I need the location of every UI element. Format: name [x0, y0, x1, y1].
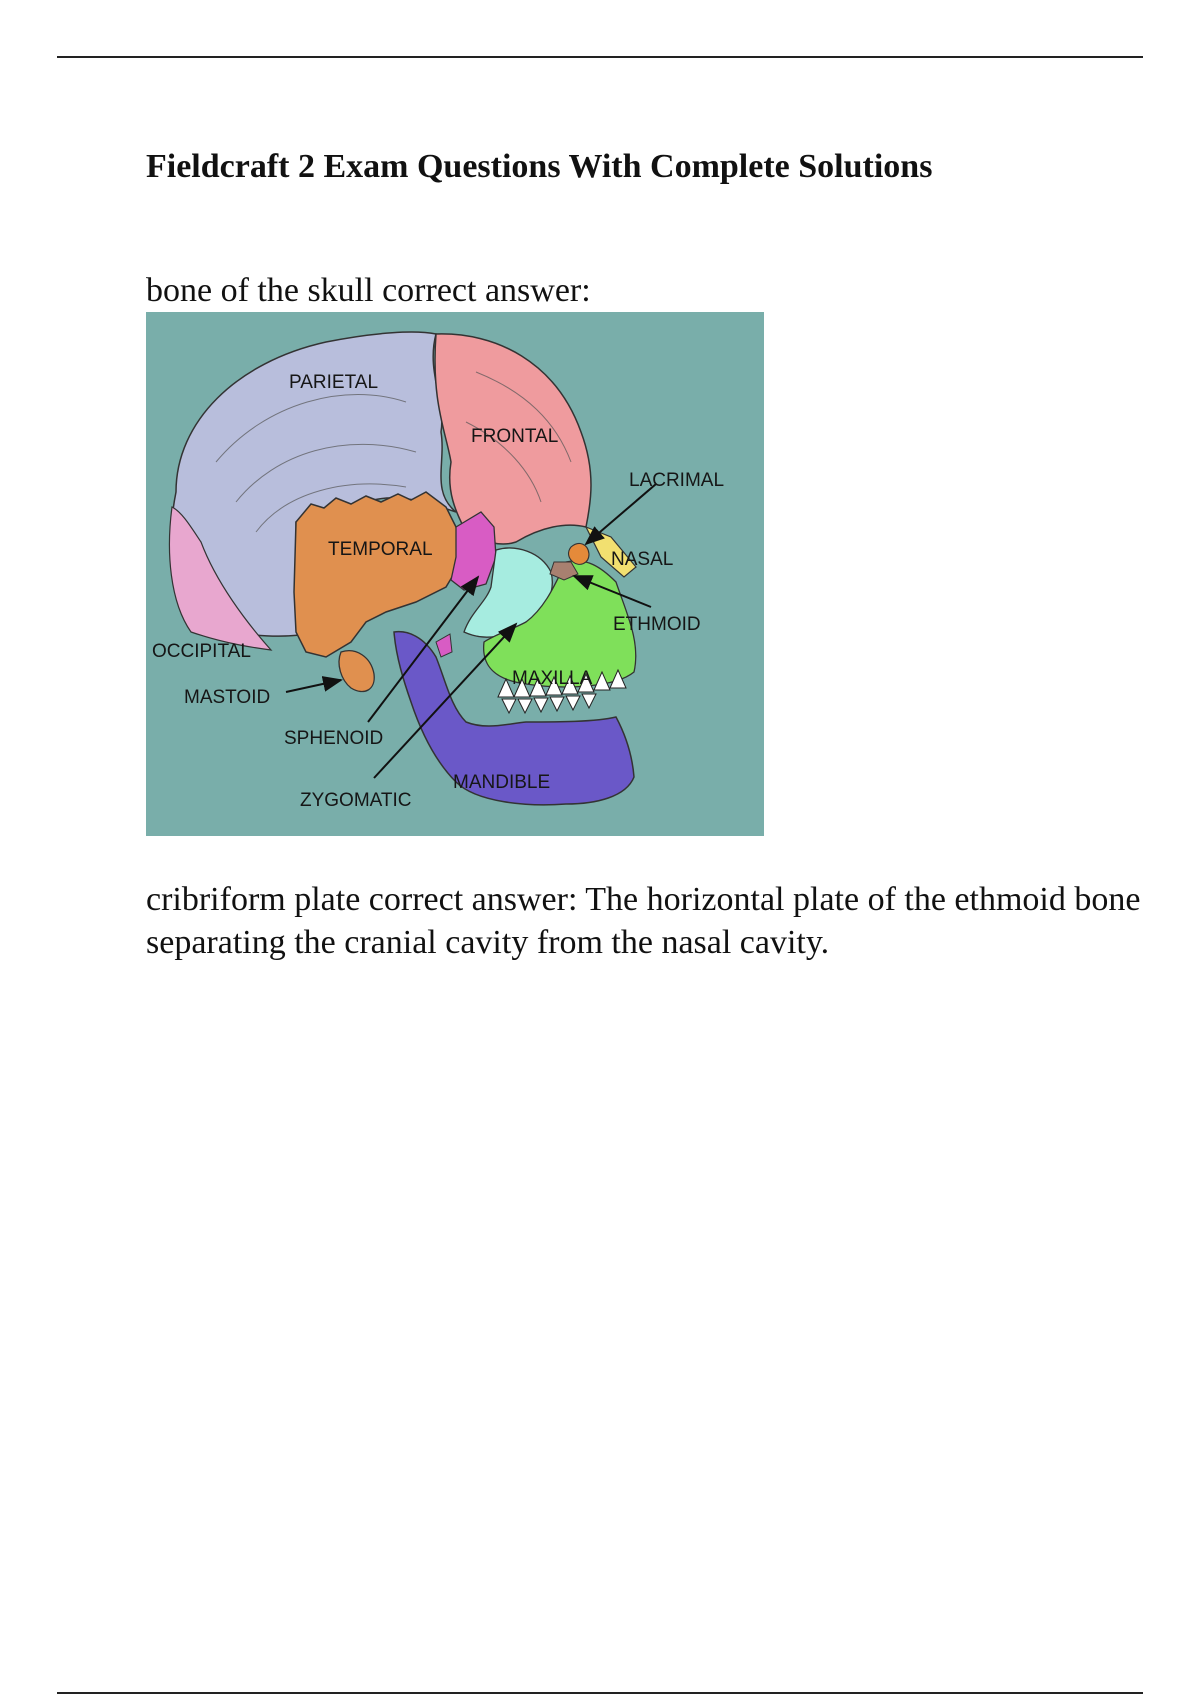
label-lacrimal: LACRIMAL: [629, 470, 725, 491]
question-2-answer: The horizontal plate of the ethmoid bone separating the cranial cavity from the nasal cavity.: [146, 881, 1141, 961]
label-zygomatic: ZYGOMATIC: [300, 790, 412, 811]
header-rule: [57, 56, 1143, 58]
question-1-separator: correct answer:: [373, 272, 591, 309]
label-sphenoid: SPHENOID: [284, 728, 384, 749]
label-mandible: MANDIBLE: [453, 772, 551, 793]
question-2-term: cribriform plate: [146, 881, 361, 918]
question-1-term: bone of the skull: [146, 272, 374, 309]
lacrimal-bone: [569, 543, 589, 564]
label-frontal: FRONTAL: [471, 426, 559, 447]
question-2-separator: correct answer:: [360, 881, 578, 918]
label-nasal: NASAL: [611, 549, 674, 570]
label-mastoid: MASTOID: [184, 687, 271, 708]
footer-rule: [57, 1692, 1143, 1694]
label-ethmoid: ETHMOID: [613, 614, 701, 635]
label-parietal: PARIETAL: [289, 372, 379, 393]
question-1: [146, 270, 591, 312]
label-temporal: TEMPORAL: [328, 539, 433, 560]
skull-bones-diagram: [146, 312, 764, 836]
document-title: Fieldcraft 2 Exam Questions With Complete Solutions: [146, 148, 933, 185]
label-maxilla: MAXILLA: [512, 668, 593, 689]
question-2: [146, 878, 1146, 964]
label-occipital: OCCIPITAL: [152, 641, 251, 662]
skull-diagram-svg: [146, 312, 764, 836]
